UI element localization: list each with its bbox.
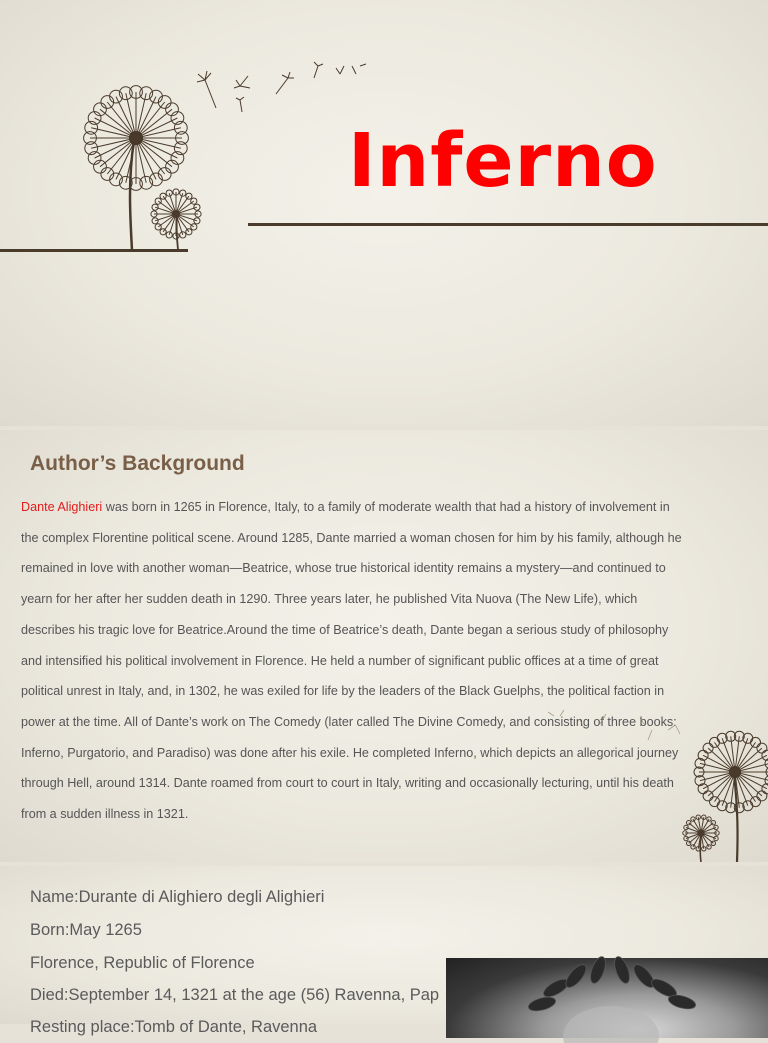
facts-slide	[0, 866, 768, 1036]
fact-name: Name:Durante di Alighiero degli Alighieri	[30, 888, 325, 906]
dandelion-illustration	[0, 430, 768, 862]
laurel-wreath-icon	[446, 958, 768, 1038]
title-slide	[0, 0, 768, 426]
flying-seeds	[197, 62, 366, 112]
fact-died: Died:September 14, 1321 at the age (56) Ravenna, Pap	[30, 986, 440, 1004]
dandelion-illustration	[0, 0, 768, 426]
dante-portrait	[446, 958, 768, 1038]
flying-seeds	[548, 710, 680, 740]
fact-resting-place: Resting place:Tomb of Dante, Ravenna	[30, 1018, 318, 1036]
fact-birthplace: Florence, Republic of Florence	[30, 954, 255, 972]
ground-line	[0, 249, 188, 252]
fact-born: Born:May 1265	[30, 921, 142, 939]
title-divider	[248, 223, 768, 226]
author-background-slide	[0, 430, 768, 862]
paragraph-text: was born in 1265 in Florence, Italy, to a family of moderate wealth that had a history of involvement in the complex Florentine political scene. Around 1285, Dante married a woman chosen for him by his family, although he remained in love with another woman—Beatrice, whose true historical identity remains a mystery—and continued to yearn for her after her sudden death in 1290. Three years later, he published Vita Nuova (The New Life), which describes his tragic love for Beatrice.Around the time of Beatrice’s death, Dante began a serious study of philosophy and intensified his political involvement in Florence. He held a number of significant public offices at a time of great political unrest in Italy, and, in 1302, he was exiled for life by the leaders of the Black Guelphs, the political faction in power at the time. All of Dante’s work on The Comedy (later called The Divine Comedy, and consisting of three books: Inferno, Purgatorio, and Paradiso) was done after his exile. He completed Inferno, which depicts an allegorical journey through Hell, around 1314. Dante roamed from court to court in Italy, writing and occasionally lecturing, until his death from a sudden illness in 1321.	[21, 500, 682, 822]
section-heading: Author’s Background	[30, 452, 245, 475]
author-name: Dante Alighieri	[21, 500, 103, 514]
presentation-title: Inferno	[348, 118, 658, 204]
